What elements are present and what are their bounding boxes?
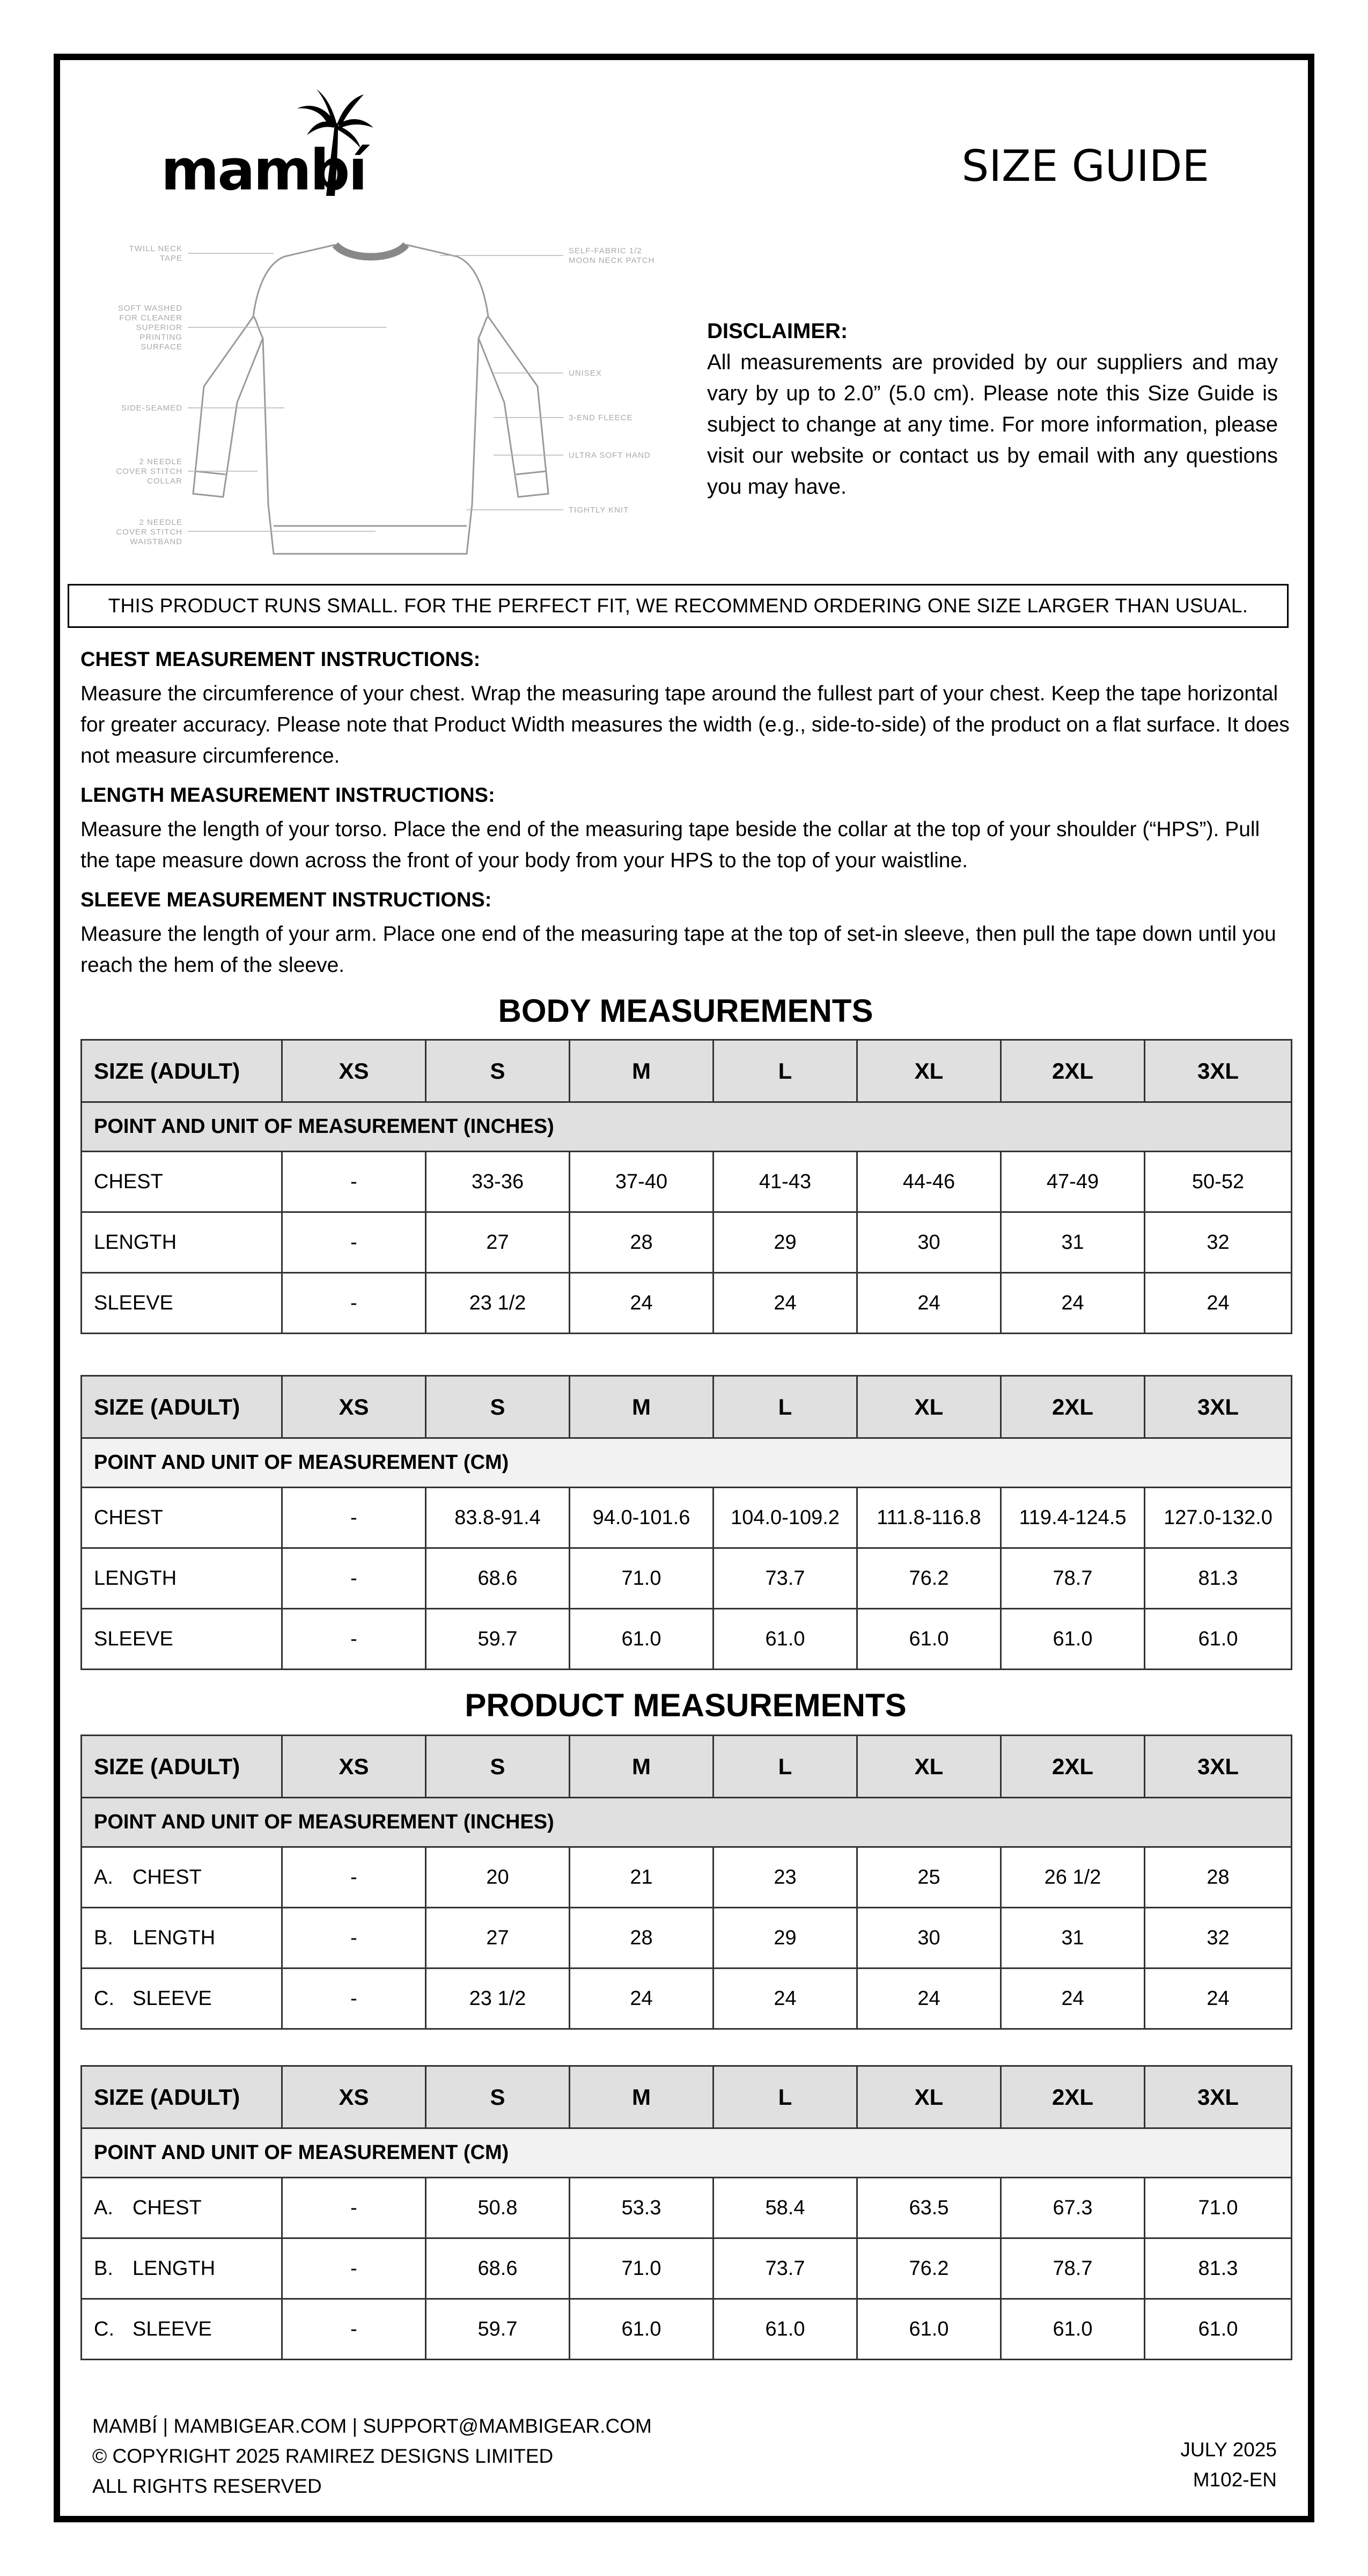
unit-row [82, 1798, 1292, 1847]
size-label-header: SIZE (ADULT) [82, 1040, 282, 1102]
callout-left-label: SOFT WASHED FOR CLEANER SUPERIOR PRINTING SURFACE [117, 304, 182, 352]
measurement-value: 78.7 [1001, 2238, 1145, 2299]
table-header-row [82, 1040, 1292, 1102]
measurement-value: 78.7 [1001, 1548, 1145, 1609]
measurement-value: 24 [1001, 1273, 1145, 1334]
measurement-value: 27 [426, 1908, 570, 1968]
measurement-name: SLEEVE [94, 1291, 173, 1314]
size-header-xs: XS [282, 1736, 426, 1798]
measurement-name: CHEST [133, 2196, 202, 2219]
measurement-value: 68.6 [426, 1548, 570, 1609]
measurement-label [82, 1968, 282, 2029]
product-measurements-inches-table [80, 1735, 1292, 2030]
measurement-value: 83.8-91.4 [426, 1488, 570, 1548]
measurement-value: 28 [1145, 1847, 1292, 1908]
table-header-row [82, 1376, 1292, 1438]
sweatshirt-outline-icon [193, 245, 548, 554]
callout-right-label: SELF-FABRIC 1/2 MOON NECK PATCH [569, 246, 655, 265]
measurement-value: 28 [570, 1908, 714, 1968]
measurement-value: 24 [1145, 1968, 1292, 2029]
measurement-name: LENGTH [94, 1231, 177, 1254]
callout-right-label: 3-END FLEECE [569, 413, 633, 422]
measurement-value: 119.4-124.5 [1001, 1488, 1145, 1548]
measurement-value: 30 [857, 1212, 1001, 1273]
measurement-name: LENGTH [133, 1926, 216, 1949]
measurement-value: 71.0 [570, 1548, 714, 1609]
measurement-value: 61.0 [1001, 1609, 1145, 1670]
measurement-value: 61.0 [714, 2299, 857, 2360]
measurement-value: - [282, 1968, 426, 2029]
size-header-2xl: 2XL [1001, 1736, 1145, 1798]
measurement-value: 29 [714, 1212, 857, 1273]
measurement-value: 73.7 [714, 2238, 857, 2299]
sleeve-text: Measure the length of your arm. Place one end of the measuring tape at the top of set-in sleeve, then pull the tape down until you reach the hem of the sleeve. [80, 923, 1276, 977]
measurement-value: - [282, 1152, 426, 1212]
size-header-2xl: 2XL [1001, 1040, 1145, 1102]
unit-row [82, 2128, 1292, 2178]
right-callout-labels [569, 246, 654, 515]
measurement-value: - [282, 2238, 426, 2299]
size-header-2xl: 2XL [1001, 1376, 1145, 1438]
measurement-name: CHEST [94, 1170, 163, 1193]
sweatshirt-illustration [97, 225, 697, 564]
unit-row [82, 1438, 1292, 1488]
measurement-label [82, 1152, 282, 1212]
measurement-value: 111.8-116.8 [857, 1488, 1001, 1548]
size-header-2xl: 2XL [1001, 2066, 1145, 2128]
body-measurements-inches-table [80, 1039, 1292, 1334]
size-header-l: L [714, 1736, 857, 1798]
measurement-value: 32 [1145, 1908, 1292, 1968]
size-header-s: S [426, 2066, 570, 2128]
measurement-label [82, 1488, 282, 1548]
table-header-row [82, 1736, 1292, 1798]
measurement-prefix: C. [94, 1987, 114, 2010]
measurement-name: SLEEVE [133, 1987, 212, 2010]
measurement-value: 47-49 [1001, 1152, 1145, 1212]
table-row [82, 2178, 1292, 2238]
measurement-prefix: A. [94, 2196, 113, 2219]
size-header-xl: XL [857, 2066, 1001, 2128]
measurement-label [82, 1908, 282, 1968]
footer-rights: ALL RIGHTS RESERVED [92, 2475, 322, 2497]
logo-wordmark: mambí [161, 137, 366, 203]
table-row [82, 2238, 1292, 2299]
measurement-value: 32 [1145, 1212, 1292, 1273]
measurement-value: 104.0-109.2 [714, 1488, 857, 1548]
size-header-3xl: 3XL [1145, 1736, 1292, 1798]
measurement-value: 61.0 [857, 1609, 1001, 1670]
product-measurements-cm-table [80, 2065, 1292, 2360]
measurement-value: 24 [857, 1273, 1001, 1334]
measurement-value: 71.0 [1145, 2178, 1292, 2238]
measurement-value: - [282, 2299, 426, 2360]
unit-label: POINT AND UNIT OF MEASUREMENT (CM) [82, 2128, 1292, 2178]
length-heading: LENGTH MEASUREMENT INSTRUCTIONS: [80, 784, 495, 807]
table-row [82, 1548, 1292, 1609]
measurement-value: 24 [714, 1273, 857, 1334]
measurement-label [82, 1548, 282, 1609]
length-text: Measure the length of your torso. Place the end of the measuring tape beside the collar at the top of your shoulder (“HPS”). Pull the tape measure down across the front of your body from your HPS to the top of your waistline. [80, 818, 1260, 872]
measurement-value: - [282, 1908, 426, 1968]
measurement-value: 31 [1001, 1212, 1145, 1273]
measurement-value: 20 [426, 1847, 570, 1908]
measurement-value: 28 [570, 1212, 714, 1273]
sleeve-instructions [80, 884, 1291, 981]
measurement-value: 24 [570, 1273, 714, 1334]
measurement-label [82, 1212, 282, 1273]
measurement-prefix: B. [94, 1926, 113, 1949]
measurement-value: 33-36 [426, 1152, 570, 1212]
table-header-row [82, 2066, 1292, 2128]
callout-left-label: SIDE-SEAMED [121, 404, 182, 413]
table-row [82, 2299, 1292, 2360]
measurement-value: 26 1/2 [1001, 1847, 1145, 1908]
brand-logo [161, 86, 376, 204]
measurement-value: 50-52 [1145, 1152, 1292, 1212]
size-header-s: S [426, 1376, 570, 1438]
table-row [82, 1212, 1292, 1273]
footer-doc-code: M102-EN [1193, 2469, 1277, 2491]
measurement-label [82, 1273, 282, 1334]
measurement-value: 81.3 [1145, 1548, 1292, 1609]
table-row [82, 1488, 1292, 1548]
measurement-value: 61.0 [570, 2299, 714, 2360]
size-header-xl: XL [857, 1376, 1001, 1438]
measurement-value: 24 [857, 1968, 1001, 2029]
unit-label: POINT AND UNIT OF MEASUREMENT (INCHES) [82, 1798, 1292, 1847]
measurement-value: 30 [857, 1908, 1001, 1968]
chest-heading: CHEST MEASUREMENT INSTRUCTIONS: [80, 648, 481, 671]
table-row [82, 1908, 1292, 1968]
size-header-3xl: 3XL [1145, 2066, 1292, 2128]
footer-date: JULY 2025 [1180, 2439, 1277, 2461]
measurement-value: - [282, 1273, 426, 1334]
footer-copyright: © COPYRIGHT 2025 RAMIREZ DESIGNS LIMITED [92, 2445, 554, 2467]
size-header-xs: XS [282, 2066, 426, 2128]
size-header-3xl: 3XL [1145, 1040, 1292, 1102]
size-header-s: S [426, 1040, 570, 1102]
callout-left-label: TWILL NECK TAPE [129, 244, 182, 263]
measurement-value: 25 [857, 1847, 1001, 1908]
measurement-value: - [282, 1212, 426, 1273]
measurement-value: 61.0 [570, 1609, 714, 1670]
measurement-label [82, 2238, 282, 2299]
size-header-3xl: 3XL [1145, 1376, 1292, 1438]
measurement-value: 67.3 [1001, 2178, 1145, 2238]
measurement-value: 24 [714, 1968, 857, 2029]
footer-left [92, 2411, 652, 2501]
size-label-header: SIZE (ADULT) [82, 2066, 282, 2128]
disclaimer-block [707, 316, 1278, 502]
measurement-value: 41-43 [714, 1152, 857, 1212]
size-label-header: SIZE (ADULT) [82, 1736, 282, 1798]
measurement-value: 44-46 [857, 1152, 1001, 1212]
measurement-value: 37-40 [570, 1152, 714, 1212]
chest-instructions [80, 644, 1291, 772]
size-header-m: M [570, 1376, 714, 1438]
measurement-label [82, 2299, 282, 2360]
measurement-value: 127.0-132.0 [1145, 1488, 1292, 1548]
footer-contact: MAMBÍ | MAMBIGEAR.COM | SUPPORT@MAMBIGEAR.COM [92, 2415, 652, 2437]
body-measurements-title: BODY MEASUREMENTS [498, 993, 873, 1029]
measurement-value: - [282, 1847, 426, 1908]
callout-right-label: TIGHTLY KNIT [569, 506, 629, 515]
measurement-prefix: B. [94, 2257, 113, 2280]
measurement-name: CHEST [133, 1865, 202, 1889]
table-row [82, 1152, 1292, 1212]
measurement-name: SLEEVE [94, 1627, 173, 1650]
measurement-value: 29 [714, 1908, 857, 1968]
measurement-value: 58.4 [714, 2178, 857, 2238]
size-header-l: L [714, 1376, 857, 1438]
table-row [82, 1847, 1292, 1908]
disclaimer-heading: DISCLAIMER: [707, 319, 848, 343]
measurement-value: 73.7 [714, 1548, 857, 1609]
measurement-value: 61.0 [857, 2299, 1001, 2360]
measurement-prefix: C. [94, 2317, 114, 2340]
measurement-value: - [282, 1548, 426, 1609]
callout-right-label: ULTRA SOFT HAND [569, 451, 651, 460]
measurement-value: 94.0-101.6 [570, 1488, 714, 1548]
size-header-xs: XS [282, 1040, 426, 1102]
measurement-name: LENGTH [94, 1567, 177, 1590]
measurement-name: CHEST [94, 1506, 163, 1529]
measurement-name: LENGTH [133, 2257, 216, 2280]
measurement-value: 59.7 [426, 2299, 570, 2360]
fit-notice: THIS PRODUCT RUNS SMALL. FOR THE PERFECT FIT, WE RECOMMEND ORDERING ONE SIZE LARGER THAN USUAL. [68, 584, 1289, 628]
product-measurements-title: PRODUCT MEASUREMENTS [465, 1687, 907, 1723]
chest-text: Measure the circumference of your chest. Wrap the measuring tape around the fullest part of your chest. Keep the tape horizontal for greater accuracy. Please note that Product Width measures the width (e.g., side-to-side) of the product on a flat surface. It does not measure circumference. [80, 682, 1290, 767]
size-header-l: L [714, 2066, 857, 2128]
measurement-value: 50.8 [426, 2178, 570, 2238]
size-header-l: L [714, 1040, 857, 1102]
size-label-header: SIZE (ADULT) [82, 1376, 282, 1438]
table-row [82, 1968, 1292, 2029]
measurement-value: 71.0 [570, 2238, 714, 2299]
measurement-value: 59.7 [426, 1609, 570, 1670]
table-row [82, 1273, 1292, 1334]
measurement-value: 23 1/2 [426, 1968, 570, 2029]
size-header-xs: XS [282, 1376, 426, 1438]
body-measurements-cm-table [80, 1375, 1292, 1670]
size-header-m: M [570, 1736, 714, 1798]
measurement-value: 31 [1001, 1908, 1145, 1968]
measurement-value: 23 1/2 [426, 1273, 570, 1334]
size-header-m: M [570, 1040, 714, 1102]
measurement-value: 81.3 [1145, 2238, 1292, 2299]
measurement-value: 61.0 [1145, 2299, 1292, 2360]
measurement-value: 53.3 [570, 2178, 714, 2238]
measurement-value: 23 [714, 1847, 857, 1908]
measurement-label [82, 2178, 282, 2238]
unit-label: POINT AND UNIT OF MEASUREMENT (INCHES) [82, 1102, 1292, 1152]
page-title: SIZE GUIDE [961, 141, 1209, 191]
unit-label: POINT AND UNIT OF MEASUREMENT (CM) [82, 1438, 1292, 1488]
disclaimer-text: All measurements are provided by our suppliers and may vary by up to 2.0” (5.0 cm). Please note this Size Guide is subject to change at any time. For more information, please visit our website or contact us by email with any questions you may have. [707, 350, 1278, 499]
sleeve-heading: SLEEVE MEASUREMENT INSTRUCTIONS: [80, 889, 492, 911]
measurement-value: 24 [570, 1968, 714, 2029]
measurement-value: - [282, 1609, 426, 1670]
callout-left-label: 2 NEEDLE COVER STITCH WAISTBAND [116, 518, 182, 546]
callout-right-label: UNISEX [569, 369, 602, 378]
measurement-value: 24 [1001, 1968, 1145, 2029]
size-header-s: S [426, 1736, 570, 1798]
footer-right [1180, 2435, 1277, 2495]
measurement-label [82, 1847, 282, 1908]
size-header-m: M [570, 2066, 714, 2128]
measurement-label [82, 1609, 282, 1670]
measurement-value: 61.0 [714, 1609, 857, 1670]
length-instructions [80, 780, 1291, 876]
measurement-value: 24 [1145, 1273, 1292, 1334]
size-header-xl: XL [857, 1040, 1001, 1102]
measurement-value: 61.0 [1001, 2299, 1145, 2360]
measurement-value: 63.5 [857, 2178, 1001, 2238]
measurement-prefix: A. [94, 1865, 113, 1889]
measurement-value: 61.0 [1145, 1609, 1292, 1670]
measurement-value: 21 [570, 1847, 714, 1908]
callout-left-label: 2 NEEDLE COVER STITCH COLLAR [116, 457, 182, 486]
table-row [82, 1609, 1292, 1670]
measurement-value: 68.6 [426, 2238, 570, 2299]
measurement-value: 27 [426, 1212, 570, 1273]
unit-row [82, 1102, 1292, 1152]
measurement-value: 76.2 [857, 1548, 1001, 1609]
measurement-name: SLEEVE [133, 2317, 212, 2340]
measurement-value: - [282, 2178, 426, 2238]
size-header-xl: XL [857, 1736, 1001, 1798]
measurement-value: - [282, 1488, 426, 1548]
left-callout-labels [116, 244, 182, 546]
measurement-value: 76.2 [857, 2238, 1001, 2299]
